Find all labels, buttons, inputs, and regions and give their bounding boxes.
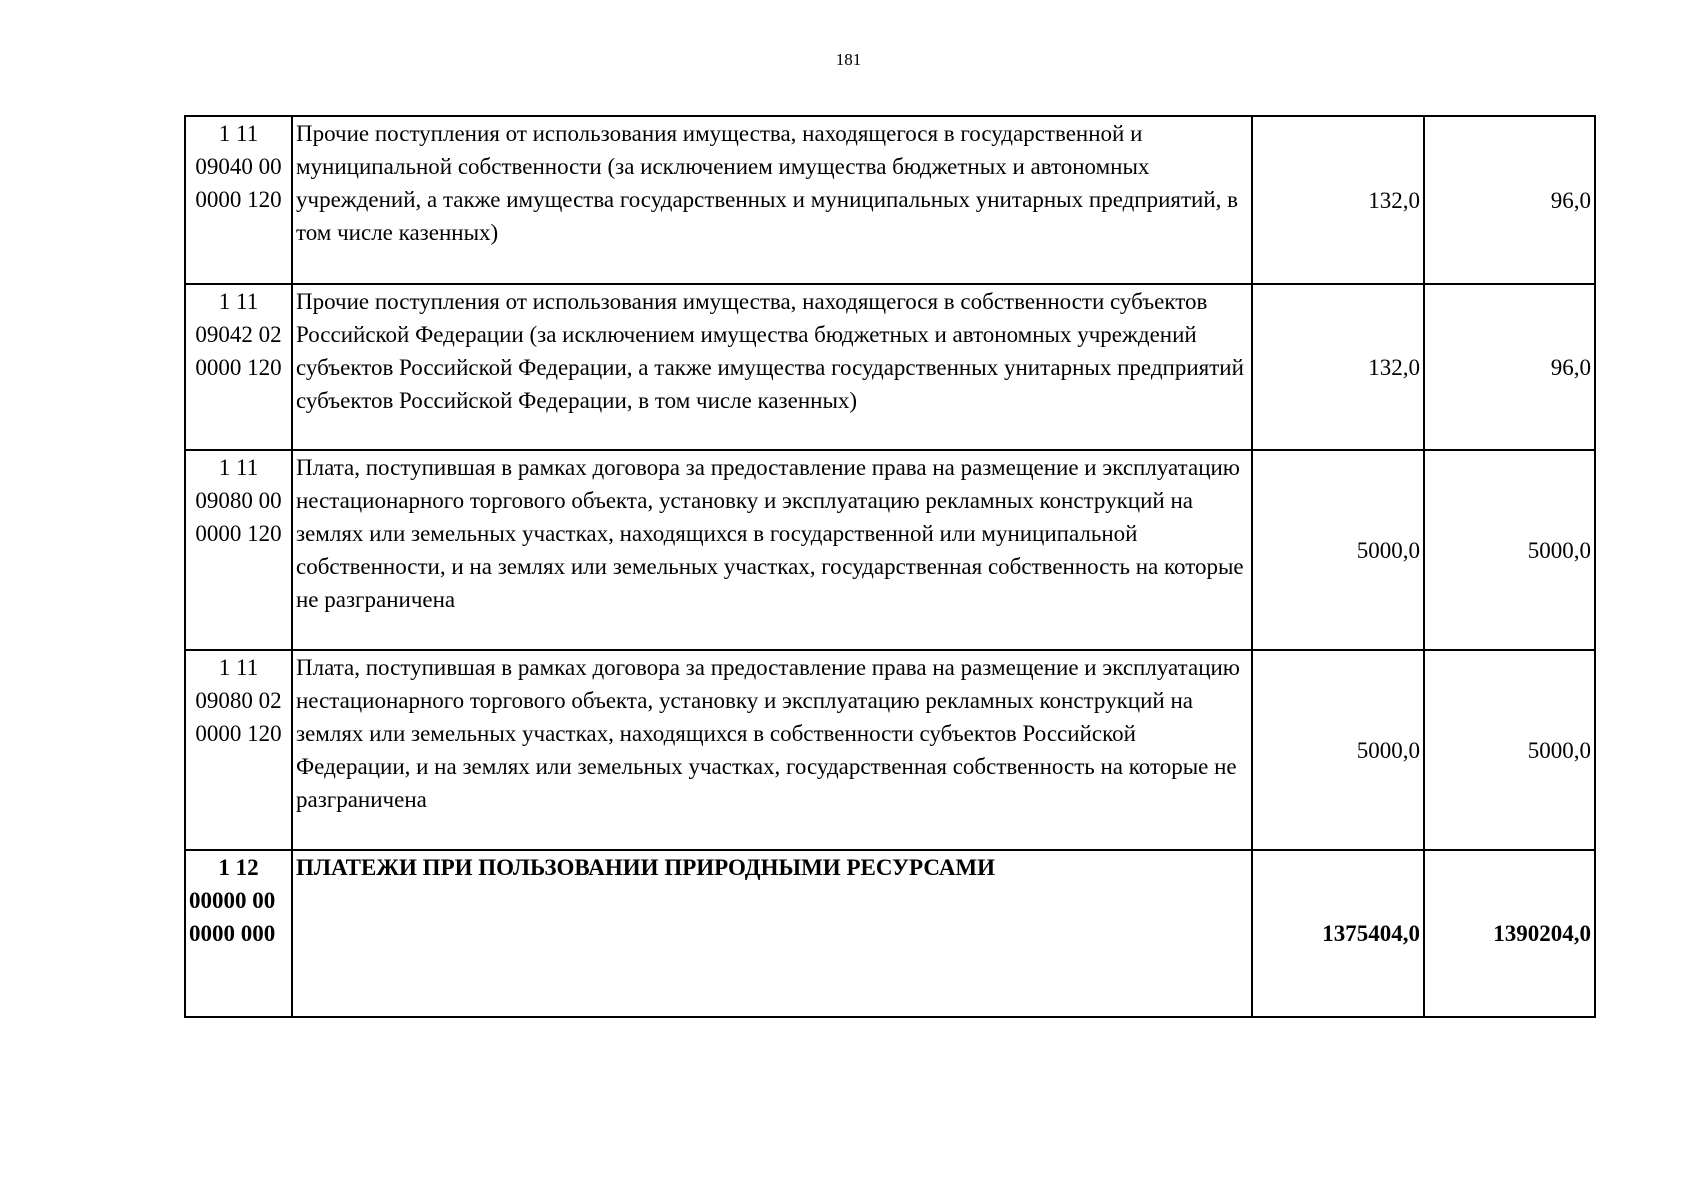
budget-code-cell xyxy=(185,850,292,1017)
amount-cell-1: 132,0 xyxy=(1252,284,1424,450)
revenue-name-cell: Прочие поступления от использования имущества, находящегося в государственной и муниципальной собственности (за исключением имущества бюджетных и автономных учреждений, а также имущества государственных и муниципальных унитарных предприятий, в том числе казенных) xyxy=(292,116,1252,284)
budget-code-line: 1 11 xyxy=(218,655,259,680)
table-row xyxy=(185,650,1595,850)
budget-revenue-table xyxy=(184,115,1596,1018)
revenue-name-cell: ПЛАТЕЖИ ПРИ ПОЛЬЗОВАНИИ ПРИРОДНЫМИ РЕСУРСАМИ xyxy=(292,850,1252,1017)
budget-code-line: 0000 000 xyxy=(189,921,276,946)
amount-cell-2: 5000,0 xyxy=(1424,650,1595,850)
amount-cell-2: 5000,0 xyxy=(1424,450,1595,650)
budget-code-line: 09080 00 xyxy=(195,488,282,513)
budget-code-line: 09040 00 xyxy=(195,154,282,179)
budget-code-line: 1 11 xyxy=(218,121,259,146)
budget-code-line: 1 12 xyxy=(218,855,259,880)
budget-code-cell xyxy=(185,650,292,850)
amount-cell-2: 96,0 xyxy=(1424,284,1595,450)
budget-code-line: 09042 02 xyxy=(195,322,282,347)
budget-code-line: 1 11 xyxy=(218,289,259,314)
table-row xyxy=(185,284,1595,450)
table-row xyxy=(185,116,1595,284)
page-number: 181 xyxy=(835,50,862,69)
revenue-name-cell: Плата, поступившая в рамках договора за предоставление права на размещение и эксплуатацию нестационарного торгового объекта, установку и эксплуатацию рекламных конструкций на землях или земельных участках, находящихся в государственной или муниципальной собственности, и на землях или земельных участках, государственная собственность на которые не разграничена xyxy=(292,450,1252,650)
budget-code-line: 1 11 xyxy=(218,455,259,480)
budget-code-line: 09080 02 xyxy=(195,688,282,713)
budget-code-line: 0000 120 xyxy=(195,355,282,380)
budget-code-line: 0000 120 xyxy=(195,521,282,546)
amount-cell-1: 132,0 xyxy=(1252,116,1424,284)
table-row xyxy=(185,450,1595,650)
amount-cell-1: 5000,0 xyxy=(1252,450,1424,650)
amount-cell-1: 5000,0 xyxy=(1252,650,1424,850)
budget-code-line: 00000 00 xyxy=(189,888,276,913)
amount-cell-2: 96,0 xyxy=(1424,116,1595,284)
revenue-name-cell: Плата, поступившая в рамках договора за предоставление права на размещение и эксплуатацию нестационарного торгового объекта, установку и эксплуатацию рекламных конструкций на землях или земельных участках, находящихся в собственности субъектов Российской Федерации, и на землях или земельных участках, государственная собственность на которые не разграничена xyxy=(292,650,1252,850)
budget-code-cell xyxy=(185,450,292,650)
budget-code-line: 0000 120 xyxy=(195,721,282,746)
amount-cell-1: 1375404,0 xyxy=(1252,850,1424,1017)
budget-code-cell xyxy=(185,284,292,450)
table-row xyxy=(185,850,1595,1017)
revenue-name-cell: Прочие поступления от использования имущества, находящегося в собственности субъектов Российской Федерации (за исключением имущества бюджетных и автономных учреждений субъектов Российской Федерации, а также имущества государственных унитарных предприятий субъектов Российской Федерации, в том числе казенных) xyxy=(292,284,1252,450)
budget-code-line: 0000 120 xyxy=(195,187,282,212)
amount-cell-2: 1390204,0 xyxy=(1424,850,1595,1017)
budget-code-cell xyxy=(185,116,292,284)
